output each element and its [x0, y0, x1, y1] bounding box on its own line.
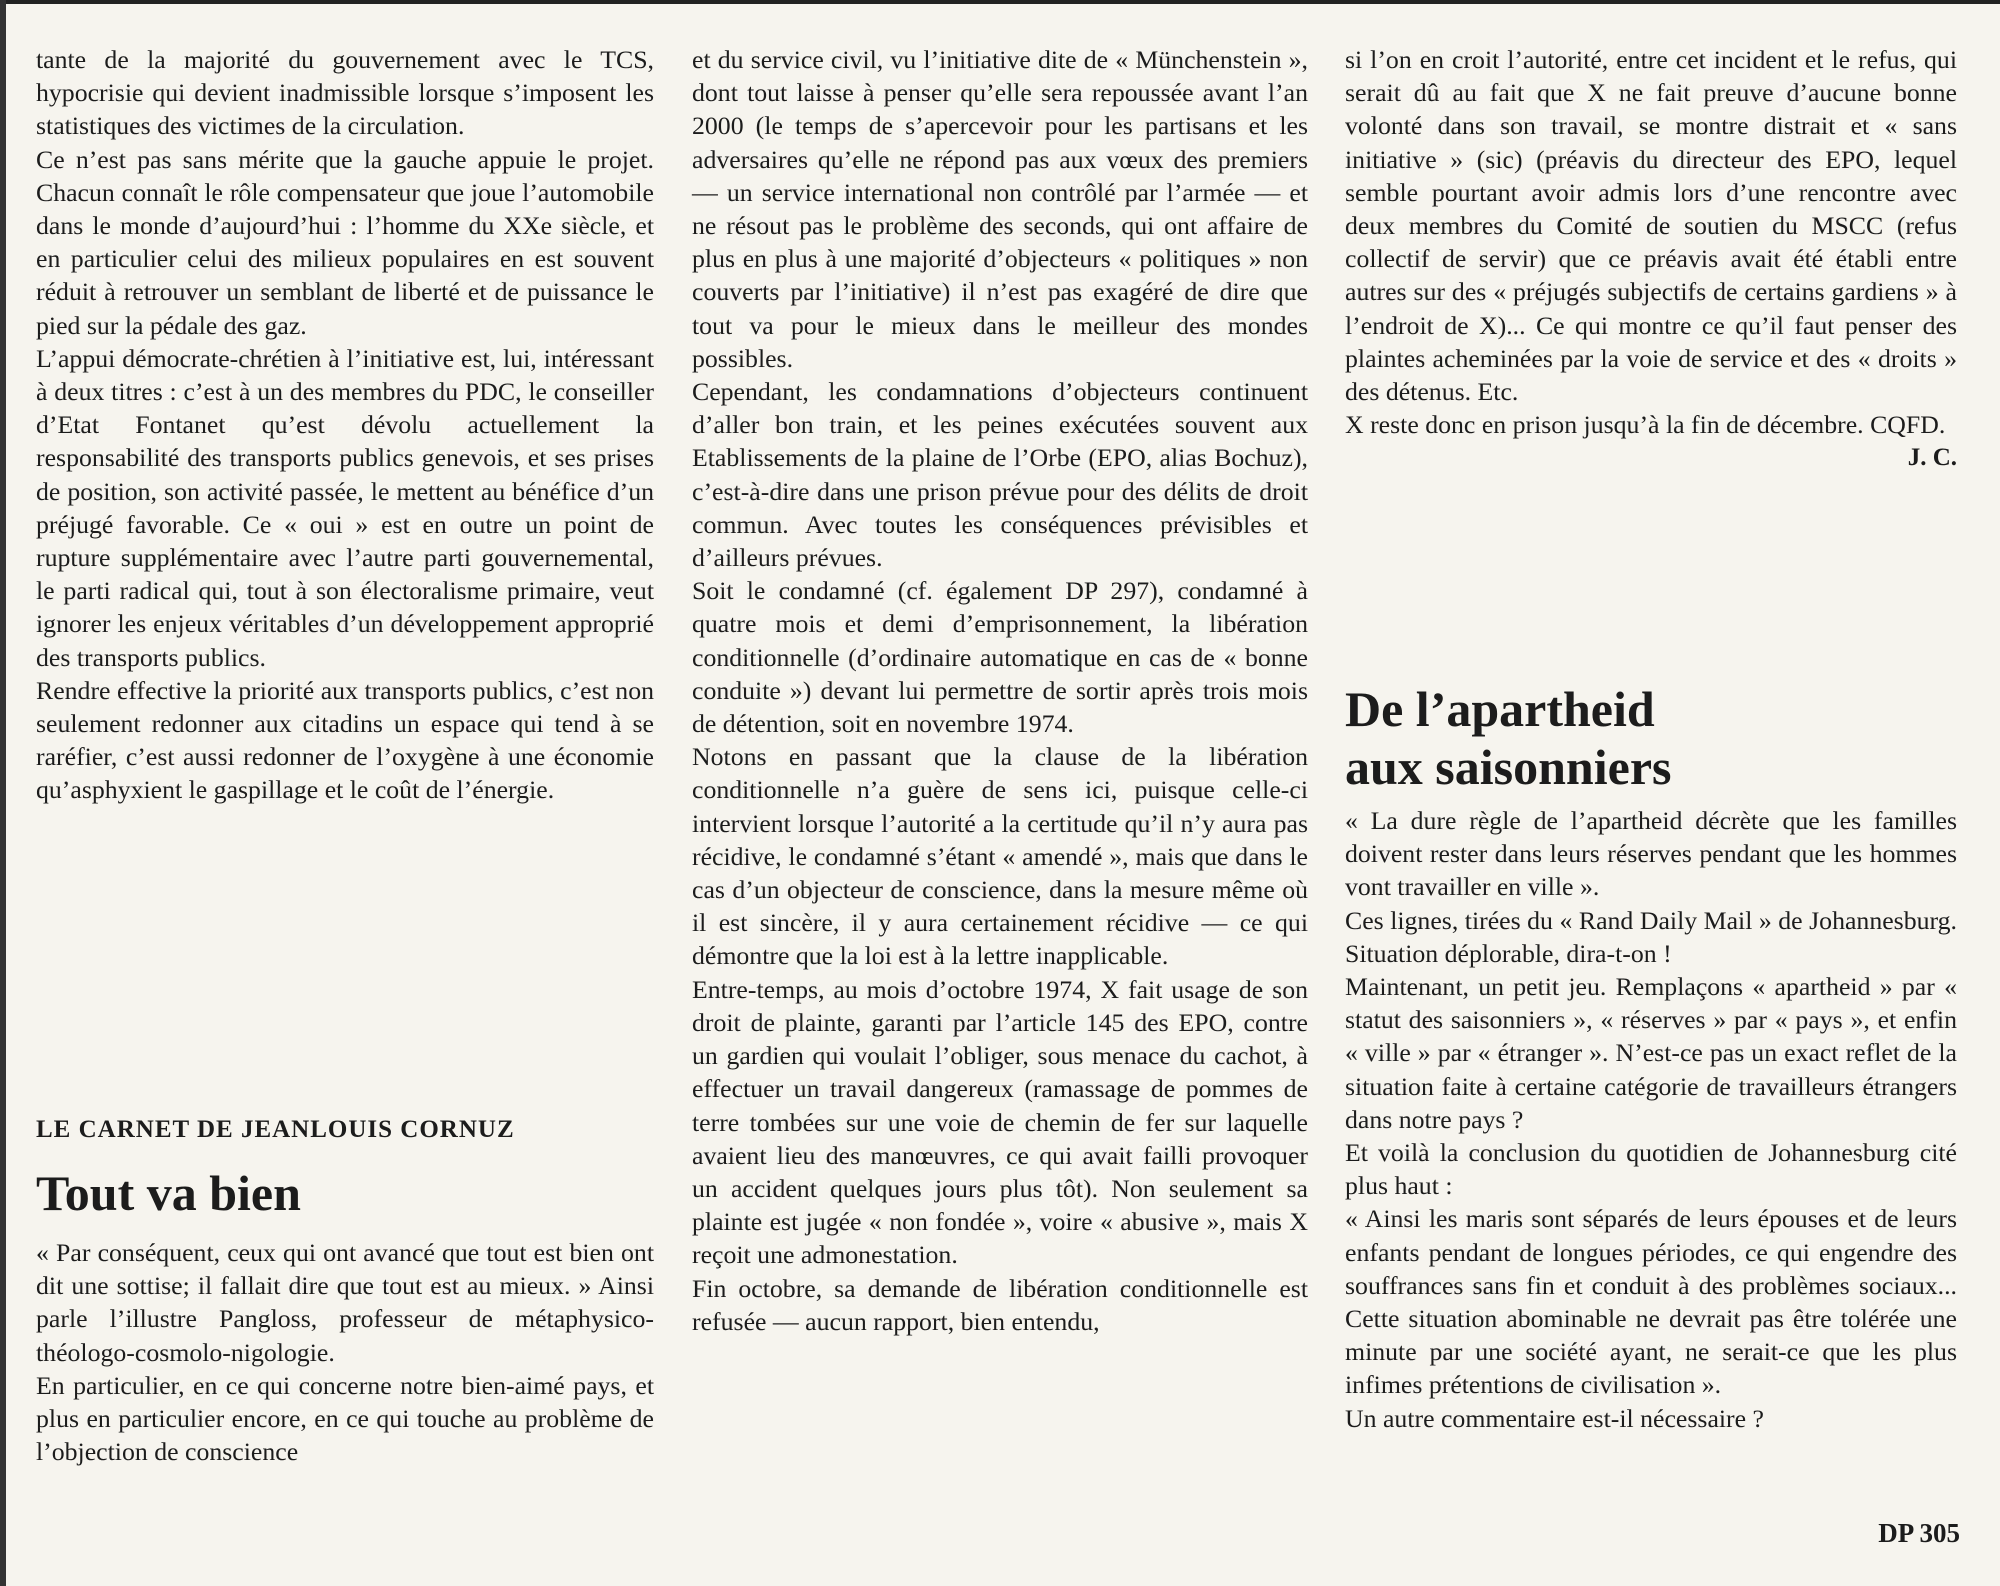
paragraph: « La dure règle de l’apartheid décrète que les familles doivent rester dans leurs réserves pendant que les hommes vont travailler en ville ». — [1345, 806, 1957, 902]
paragraph: Entre-temps, au mois d’octobre 1974, X fait usage de son droit de plainte, garanti par l’article 145 des EPO, contre un gardien qui voulait l’obliger, sous menace du cachot, à effectuer un travail dangereux (ramassage de pommes de terre tombées sur une voie de chemin de fer sur laquelle avaient lieu des manœuvres, ce qui avait failli provoquer un accident quelques jours plus tôt). Non seulement sa plainte est jugée « non fondée », voire « abusive », mais X reçoit une admonestation. — [692, 974, 1308, 1270]
issue-number: DP 305 — [1878, 1518, 1960, 1548]
paragraph: et du service civil, vu l’initiative dite de « Münchenstein », dont tout laisse à penser qu’elle sera repoussée avant l’an 2000 (le temps de s’apercevoir pour les partisans et les adversaires qu’elle ne répond pas aux vœux des premiers — un service international non contrôlé par l’armée — et ne résout pas le problème des seconds, qui ont affaire de plus en plus à une majorité d’objecteurs « politiques » non couverts par l’initiative) il n’est pas exagéré de dire que tout va pour le mieux dans le meilleur des mondes possibles. — [692, 45, 1308, 373]
paragraph: tante de la majorité du gouvernement avec le TCS, hypocrisie qui devient inadmissible lorsque s’imposent les statistiques des victimes de la circulation. — [36, 45, 654, 141]
column-1 — [36, 43, 654, 807]
article-title-apartheid — [1345, 680, 1957, 796]
paragraph: Ces lignes, tirées du « Rand Daily Mail » de Johannesburg. Situation déplorable, dira-t-on ! — [1345, 905, 1957, 968]
article-kicker: LE CARNET DE JEANLOUIS CORNUZ — [36, 1116, 515, 1143]
article-apartheid-body — [1345, 804, 1957, 1435]
article-title-tout-va-bien: Tout va bien — [36, 1165, 301, 1221]
title-line: De l’apartheid — [1345, 681, 1655, 737]
column-3 — [1345, 43, 1957, 475]
column-2 — [692, 43, 1308, 1338]
paragraph: L’appui démocrate-chrétien à l’initiative est, lui, intéressant à deux titres : c’est à un des membres du PDC, le conseiller d’Etat Fontanet qu’est dévolu actuellement la responsabilité des transports publics genevois, et ses prises de position, son activité passée, le mettent au bénéfice d’un préjugé favorable. Ce « oui » est en outre un point de rupture supplémentaire avec l’autre parti gouvernemental, le parti radical qui, tout à son électoralisme primaire, veut ignorer les enjeux véritables d’un développement approprié des transports publics. — [36, 343, 654, 672]
top-border-rule — [0, 0, 2000, 4]
paragraph: Rendre effective la priorité aux transports publics, c’est non seulement redonner aux citadins un espace qui tend à se raréfier, c’est aussi redonner de l’oxygène à une économie qu’asphyxient le gaspillage et le coût de l’énergie. — [36, 675, 654, 805]
paragraph: Soit le condamné (cf. également DP 297), condamné à quatre mois et demi d’emprisonnement, la libération conditionnelle (d’ordinaire automatique en cas de « bonne conduite ») devant lui permettre de sortir après trois mois de détention, soit en novembre 1974. — [692, 576, 1308, 739]
paragraph: « Par conséquent, ceux qui ont avancé que tout est bien ont dit une sottise; il fallait dire que tout est au mieux. » Ainsi parle l’illustre Pangloss, professeur de métaphysico-théologo-cosmolo-nigologie. — [36, 1238, 654, 1367]
paragraph: « Ainsi les maris sont séparés de leurs épouses et de leurs enfants pendant de longues périodes, ce qui engendre des souffrances sans fin et conduit à des problèmes sociaux... Cette situation abominable ne devrait pas être tolérée une minute par une société ayant, ne serait-ce que les plus infimes prétentions de civilisation ». — [1345, 1204, 1957, 1400]
paragraph: Ce n’est pas sans mérite que la gauche appuie le projet. Chacun connaît le rôle compensateur que joue l’automobile dans le monde d’aujourd’hui : l’homme du XXe siècle, et en particulier celui des milieux populaires en est souvent réduit à retrouver un semblant de liberté et de puissance le pied sur la pédale des gaz. — [36, 144, 654, 340]
article-tout-va-bien-body — [36, 1236, 654, 1468]
paragraph: Maintenant, un petit jeu. Remplaçons « apartheid » par « statut des saisonniers », « réserves » par « pays », et enfin « ville » par « étranger ». N’est-ce pas un exact reflet de la situation faite à certaine catégorie de travailleurs étrangers dans notre pays ? — [1345, 972, 1957, 1134]
paragraph: Fin octobre, sa demande de libération conditionnelle est refusée — aucun rapport, bien entendu, — [692, 1273, 1308, 1336]
author-signature: J. C. — [1907, 444, 1957, 472]
paragraph: X reste donc en prison jusqu’à la fin de décembre. CQFD. — [1345, 410, 1946, 440]
paragraph: si l’on en croit l’autorité, entre cet incident et le refus, qui serait dû au fait que X ne fait preuve d’aucune bonne volonté dans son travail, se montre distrait et « sans initiative » (sic) (préavis du directeur des EPO, lequel semble pourtant avoir admis lors d’une rencontre avec deux membres du Comité de soutien du MSCC (refus collectif de servir) que ce préavis avait été établi entre autres sur des « préjugés subjectifs de certains gardiens » à l’endroit de X)... Ce qui montre ce qu’il faut penser des plaintes acheminées par la voie de service et des « droits » des détenus. Etc. — [1345, 45, 1957, 407]
title-line: aux saisonniers — [1345, 739, 1672, 795]
left-border-rule — [0, 0, 6, 1586]
paragraph: Notons en passant que la clause de la libération conditionnelle n’a guère de sens ici, puisque celle-ci intervient lorsque l’autorité a la certitude qu’il n’y aura pas récidive, le condamné s’étant « amendé », mais que dans le cas d’un objecteur de conscience, dans la mesure même où il est sincère, il y aura certainement récidive — ce qui démontre que la loi est à la lettre inapplicable. — [692, 742, 1308, 971]
paragraph: Un autre commentaire est-il nécessaire ? — [1345, 1403, 1764, 1433]
paragraph: Et voilà la conclusion du quotidien de Johannesburg cité plus haut : — [1345, 1138, 1957, 1201]
paragraph: En particulier, en ce qui concerne notre bien-aimé pays, et plus en particulier encore, en ce qui touche au problème de l’objection de conscience — [36, 1370, 654, 1467]
paragraph: Cependant, les condamnations d’objecteurs continuent d’aller bon train, et les peines exécutées souvent aux Etablissements de la plaine de l’Orbe (EPO, alias Bochuz), c’est-à-dire dans une prison prévue pour des délits de droit commun. Avec toutes les conséquences prévisibles et d’ailleurs prévues. — [692, 377, 1308, 573]
